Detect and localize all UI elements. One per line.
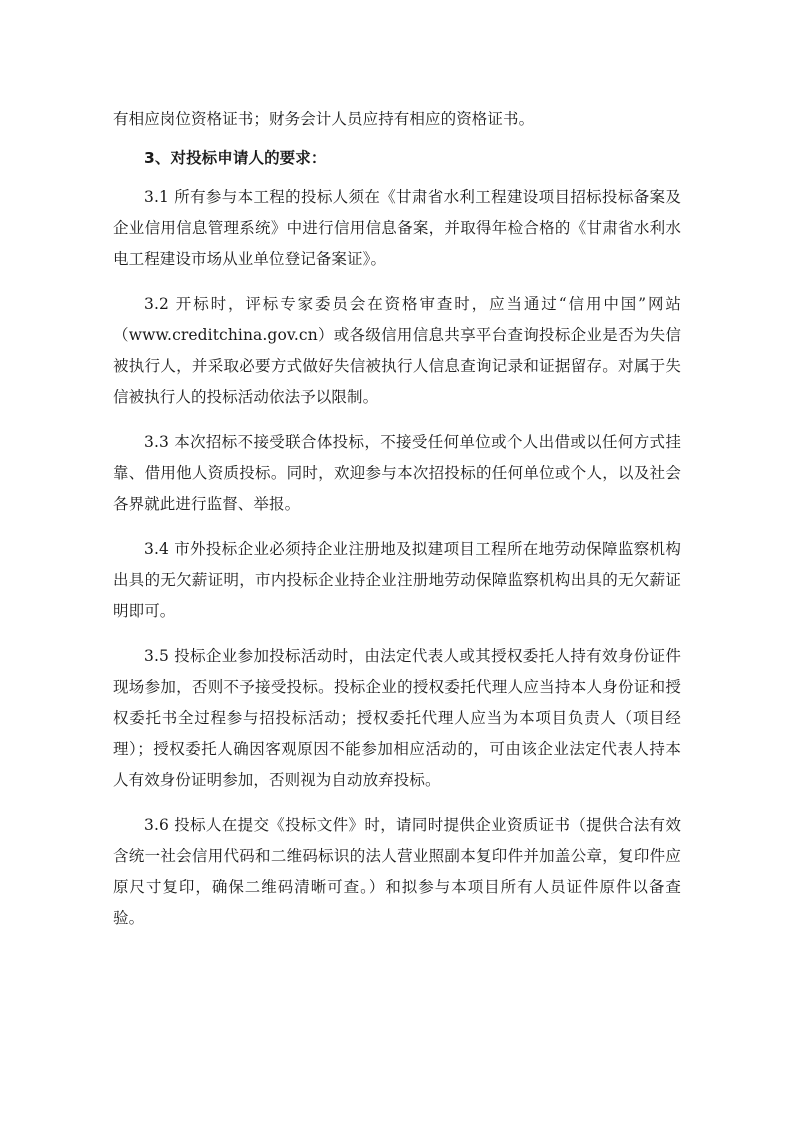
paragraph-3-3: 3.3 本次招标不接受联合体投标，不接受任何单位或个人出借或以任何方式挂靠、借用他人资质投标。同时，欢迎参与本次招投标的任何单位或个人，以及社会各界就此进行监督、举报。 [113,433,681,513]
document-body [113,104,681,948]
paragraph-3-2: 3.2 开标时，评标专家委员会在资格审查时，应当通过“信用中国”网站（www.creditchina.gov.cn）或各级信用信息共享平台查询投标企业是否为失信被执行人，并采取必要方式做好失信被执行人信息查询记录和证据留存。对属于失信被执行人的投标活动依法予以限制。 [113,295,681,406]
paragraph-3-5: 3.5 投标企业参加投标活动时，由法定代表人或其授权委托人持有效身份证件现场参加，否则不予接受投标。投标企业的授权委托代理人应当持本人身份证和授权委托书全过程参与招投标活动；授权委托代理人应当为本项目负责人（项目经理）；授权委托人确因客观原因不能参加相应活动的，可由该企业法定代表人持本人有效身份证明参加，否则视为自动放弃投标。 [113,647,681,789]
continuation-paragraph: 有相应岗位资格证书；财务会计人员应持有相应的资格证书。 [113,110,535,128]
paragraph-3-1: 3.1 所有参与本工程的投标人须在《甘肃省水利工程建设项目招标投标备案及企业信用信息管理系统》中进行信用信息备案，并取得年检合格的《甘肃省水利水电工程建设市场从业单位登记备案证》。 [113,188,681,268]
section-heading: 3、对投标申请人的要求： [144,149,327,167]
paragraph-3-4: 3.4 市外投标企业必须持企业注册地及拟建项目工程所在地劳动保障监察机构出具的无欠薪证明，市内投标企业持企业注册地劳动保障监察机构出具的无欠薪证明即可。 [113,540,681,620]
paragraph-3-6: 3.6 投标人在提交《投标文件》时，请同时提供企业资质证书（提供合法有效含统一社会信用代码和二维码标识的法人营业照副本复印件并加盖公章，复印件应原尺寸复印，确保二维码清晰可查。）和拟参与本项目所有人员证件原件以备查验。 [113,816,681,927]
